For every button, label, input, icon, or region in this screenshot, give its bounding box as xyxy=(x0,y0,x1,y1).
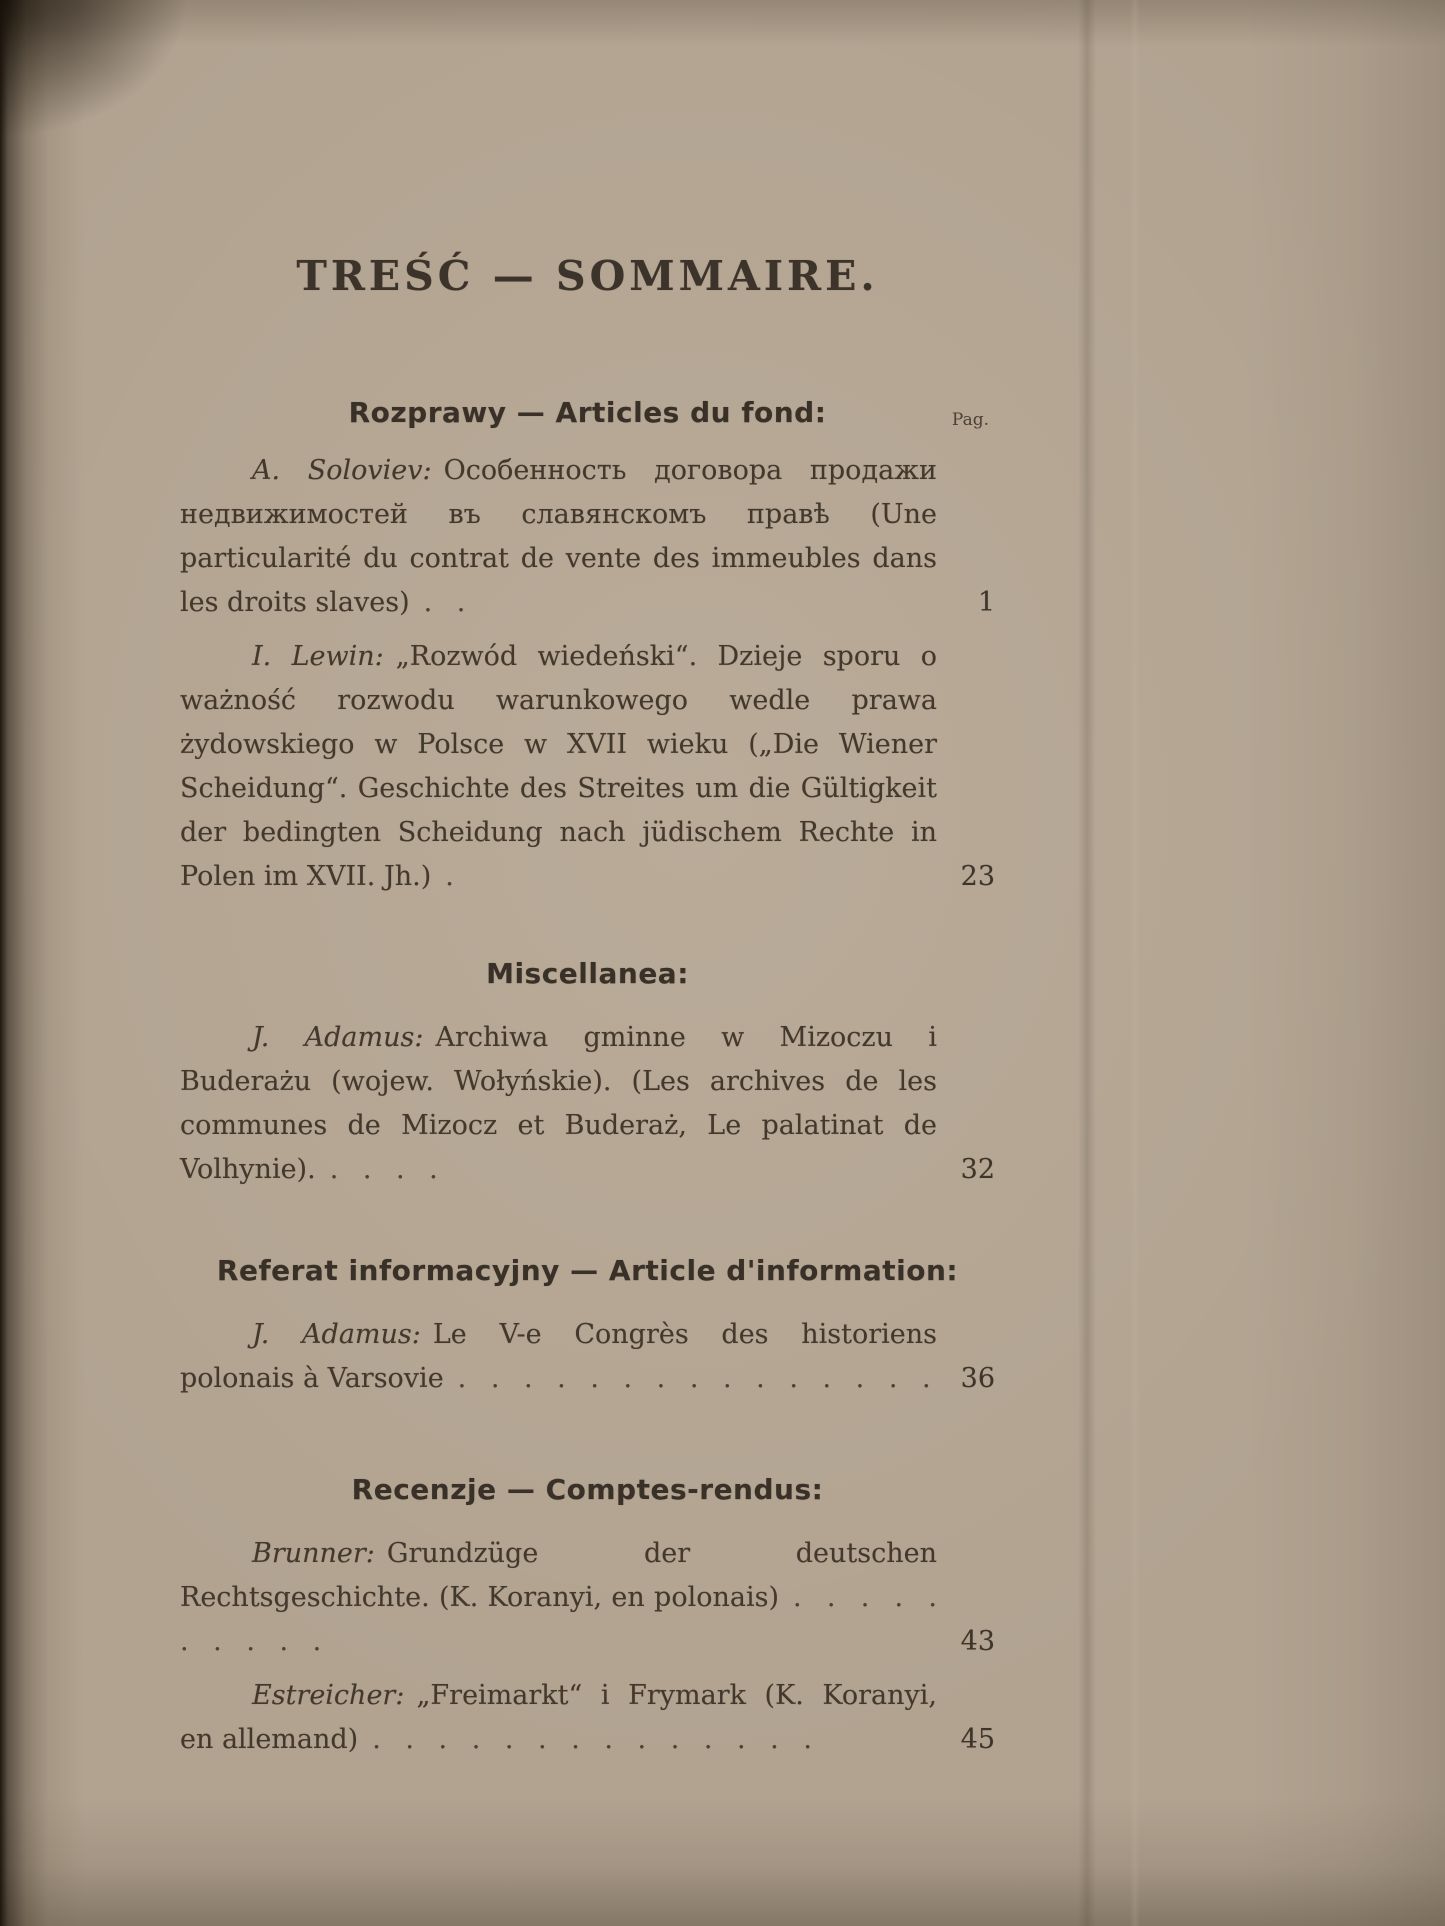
toc-entry xyxy=(180,635,995,899)
toc-entry xyxy=(180,1313,995,1401)
pag-label: Pag. xyxy=(951,410,989,430)
entry-page-number: 36 xyxy=(960,1363,995,1394)
entry-page-number: 45 xyxy=(960,1724,995,1755)
entry-author: I. Lewin: xyxy=(252,641,384,672)
toc-entry xyxy=(180,1532,995,1664)
section-heading: Miscellanea: xyxy=(486,957,689,990)
section-entries xyxy=(180,1532,995,1762)
dot-leader: . xyxy=(445,861,454,892)
dot-leader: . . . . . . . . . . . . . . . xyxy=(457,1363,931,1394)
table-of-contents xyxy=(180,252,995,1762)
entry-author: Estreicher: xyxy=(252,1680,405,1711)
toc-entry xyxy=(180,1674,995,1762)
section-recenzje xyxy=(180,1473,995,1762)
entry-page-number: 32 xyxy=(960,1154,995,1185)
dot-leader: . . . . . . . . . . xyxy=(180,1582,938,1657)
entry-text: „Freimarkt“ i Frymark (K. Koranyi, en allemand) xyxy=(180,1680,937,1755)
section-heading: Recenzje — Comptes-rendus: xyxy=(351,1473,824,1506)
section-heading: Rozprawy — Articles du fond: xyxy=(348,396,827,429)
entry-page-number: 43 xyxy=(960,1626,995,1657)
page-title: TREŚĆ — SOMMAIRE. xyxy=(296,252,879,300)
page-edge-highlight xyxy=(1130,0,1140,1926)
entry-author: Brunner: xyxy=(252,1538,375,1569)
section-miscellanea xyxy=(180,957,995,1192)
toc-entry xyxy=(180,1016,995,1192)
entry-text: Archiwa gminne w Mizoczu i Buderażu (wojew. Wołyńskie). (Les archives de les communes de Mizocz et Buderaż, Le palatinat de Volhynie). xyxy=(180,1022,937,1185)
section-entries xyxy=(180,449,995,899)
section-entries xyxy=(180,1016,995,1192)
entry-author: J. Adamus: xyxy=(252,1022,424,1053)
entry-author: J. Adamus: xyxy=(252,1319,421,1350)
section-entries xyxy=(180,1313,995,1401)
entry-text: Особенность договора продажи недвижимостей въ славянскомъ правѣ (Une particularité du contrat de vente des immeubles dans les droits slaves) xyxy=(180,455,937,618)
dot-leader: . . xyxy=(423,587,466,618)
section-rozprawy xyxy=(180,396,995,899)
dot-leader: . . . . xyxy=(329,1154,438,1185)
section-referat xyxy=(180,1254,995,1401)
dot-leader: . . . . . . . . . . . . . . xyxy=(372,1724,812,1755)
entry-text: „Rozwód wiedeński“. Dzieje sporu o ważność rozwodu warunkowego wedle prawa żydowskiego w Polsce w XVII wieku („Die Wiener Scheidung“. Geschichte des Streites um die Gültigkeit der bedingten Scheidung nach jüdischem Rechte in Polen im XVII. Jh.) xyxy=(180,641,937,892)
entry-page-number: 23 xyxy=(960,861,995,892)
entry-text: Grundzüge der deutschen Rechtsgeschichte. (K. Koranyi, en polonais) xyxy=(180,1538,937,1613)
entry-author: A. Soloviev: xyxy=(252,455,432,486)
section-heading: Referat informacyjny — Article d'information: xyxy=(216,1254,959,1287)
toc-entry xyxy=(180,449,995,625)
entry-page-number: 1 xyxy=(977,587,995,618)
page-edge-crease xyxy=(1078,0,1096,1926)
entry-text: Le V-e Congrès des historiens polonais à Varsovie xyxy=(180,1319,938,1394)
